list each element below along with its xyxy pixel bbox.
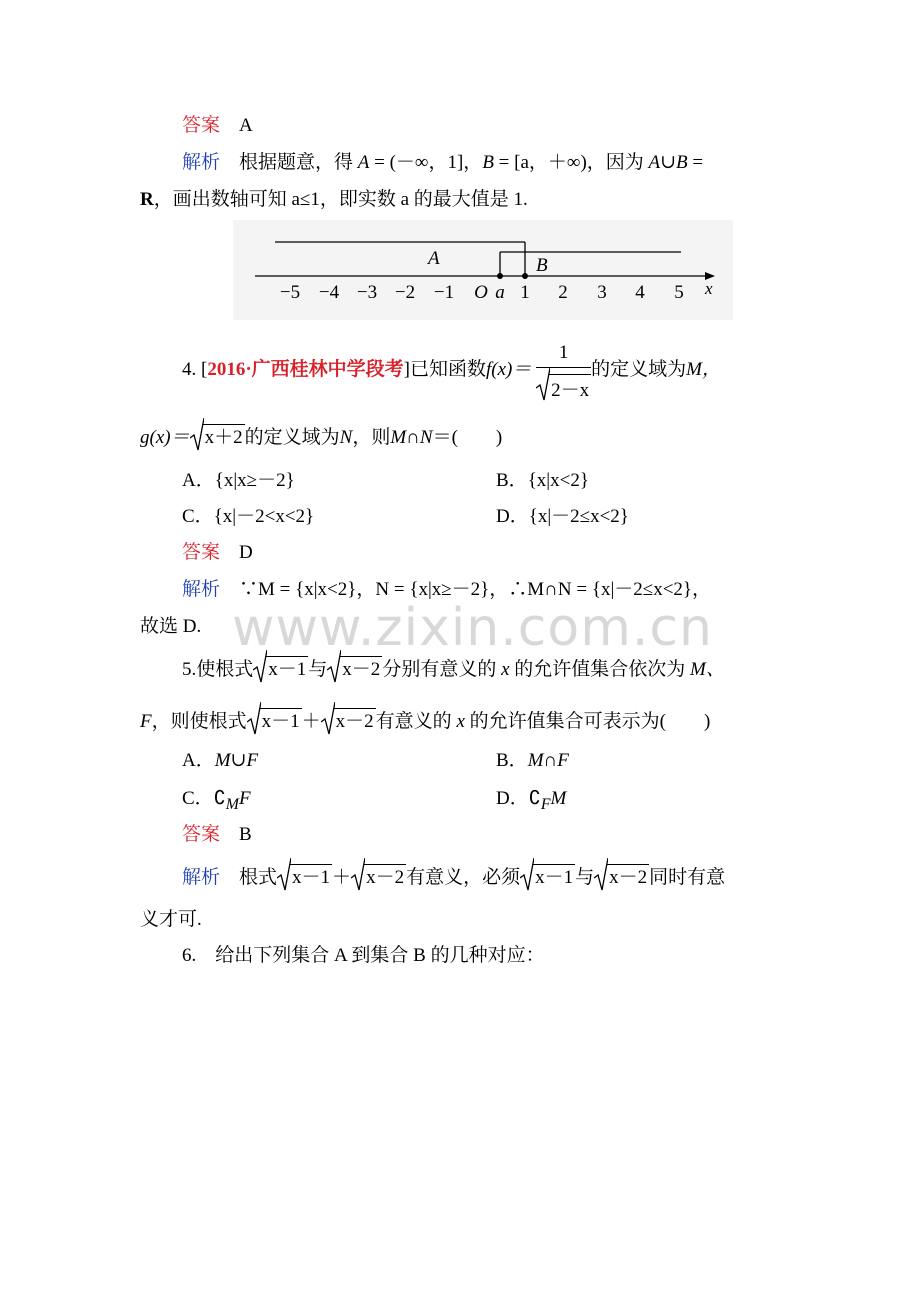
q4-stem-b: 的定义域为 xyxy=(591,359,687,380)
set-A: A xyxy=(357,152,370,173)
q5-analysis-line1 xyxy=(182,864,725,891)
complement-universe: M xyxy=(225,795,239,813)
tick-label: 1 xyxy=(520,282,530,303)
option-text: {x|x≥－2} xyxy=(214,470,295,491)
tick-label: −2 xyxy=(394,282,416,303)
watermark: www.zixin.com.cn xyxy=(232,598,713,658)
option-label: A． xyxy=(182,470,215,491)
tick-label: 3 xyxy=(597,282,607,303)
union-expr: A∪B xyxy=(648,152,688,173)
q4-MN: M∩N xyxy=(390,427,433,448)
tick-label: −5 xyxy=(279,282,301,303)
q4-stem-c: 的定义域为 xyxy=(244,427,340,448)
q6-stem xyxy=(182,943,545,969)
option-label: D． xyxy=(496,788,529,809)
option-text: {x|－2<x<2} xyxy=(213,506,315,527)
sqrt-body: x－1 xyxy=(266,656,308,683)
q4-N: N xyxy=(339,427,353,448)
sqrt-body: x－2 xyxy=(334,708,376,735)
tick-label: −3 xyxy=(356,282,378,303)
sqrt-sign xyxy=(190,424,245,451)
q5-stem-d: 有意义的 xyxy=(375,711,452,732)
interval-A: = (－∞，1]， xyxy=(369,152,483,173)
option-text: F xyxy=(238,788,251,809)
q3-analysis-line1 xyxy=(182,150,703,176)
q4-option-d xyxy=(496,504,629,530)
analysis-with: 与 xyxy=(575,867,595,888)
option-text: M∩F xyxy=(527,750,569,771)
option-label: B． xyxy=(496,470,528,491)
analysis-text-c: 同时有意 xyxy=(649,867,726,888)
q5-F: F xyxy=(140,711,152,732)
tick-label: −4 xyxy=(318,282,340,303)
tick-label: 5 xyxy=(674,282,684,303)
q5-stem-b: 的允许值集合依次为 xyxy=(514,659,686,680)
complement-universe: F xyxy=(540,795,551,813)
sqrt-sign xyxy=(520,864,575,891)
tick-label: −1 xyxy=(433,282,455,303)
answer-value: A xyxy=(239,115,253,136)
number-line-figure xyxy=(233,220,733,320)
sqrt-body: x－2 xyxy=(607,864,649,891)
q5-answer-line xyxy=(182,822,252,848)
sqrt-sign xyxy=(247,708,302,735)
sqrt-body: 2－x xyxy=(549,374,591,402)
q4-analysis-line2 xyxy=(140,614,201,640)
q5-option-a xyxy=(182,748,258,774)
analysis-text: 根式 xyxy=(239,867,278,888)
analysis-text: ∵M = {x|x<2}，N = {x|x≥－2}，∴M∩N = {x|－2≤x<2}， xyxy=(239,579,712,600)
axis-label-x: x xyxy=(705,279,713,298)
label-A: A xyxy=(428,248,440,269)
tick-label: 2 xyxy=(558,282,568,303)
q5-option-b xyxy=(496,748,569,774)
q5-stem-e: 的允许值集合可表示为( ) xyxy=(469,711,711,732)
fraction-numerator: 1 xyxy=(558,342,569,364)
q4-stem-d: ，则 xyxy=(352,427,391,448)
q4-option-b xyxy=(496,468,589,494)
complement-symbol: ∁ xyxy=(213,788,226,809)
option-text: {x|x<2} xyxy=(527,470,589,491)
fraction-denominator xyxy=(536,367,591,402)
analysis-label: 解析 xyxy=(182,867,221,888)
sqrt-sign xyxy=(327,656,382,683)
option-label: B． xyxy=(496,750,528,771)
analysis-text-2: 义才可. xyxy=(140,909,202,930)
q4-M: M， xyxy=(686,359,721,380)
q4-option-c xyxy=(182,504,314,530)
q5-stem-a: 分别有意义的 xyxy=(382,659,497,680)
q5-number: 5.使根式 xyxy=(182,659,254,680)
answer-label: 答案 xyxy=(182,824,221,845)
q4-gx: g(x)＝ xyxy=(140,427,190,448)
q6-text: 6. 给出下列集合 A 到集合 B 的几种对应： xyxy=(182,945,545,966)
complement-symbol: ∁ xyxy=(528,788,541,809)
tick-label: a xyxy=(495,282,505,303)
plus-sign: ＋ xyxy=(301,711,321,732)
q5-option-c xyxy=(182,786,251,818)
point-1 xyxy=(522,273,528,279)
q4-stem-line1 xyxy=(182,335,721,405)
q4-source: 2016·广西桂林中学段考 xyxy=(207,359,404,380)
q5-option-d xyxy=(496,786,566,818)
option-text: {x|－2≤x<2} xyxy=(528,506,629,527)
q4-stem-a: ]已知函数 xyxy=(403,359,486,380)
label-B: B xyxy=(536,255,548,276)
q5-M: M、 xyxy=(690,659,725,680)
q3-answer-line xyxy=(182,113,253,139)
sqrt-body: x＋2 xyxy=(203,424,245,451)
tick-label: 4 xyxy=(635,282,645,303)
q4-stem-e: ＝( ) xyxy=(432,427,503,448)
q3-analysis-line2 xyxy=(140,187,528,213)
var-x: x xyxy=(456,711,465,732)
analysis-text-b: 有意义，必须 xyxy=(406,867,521,888)
answer-label: 答案 xyxy=(182,115,221,136)
sqrt-body: x－2 xyxy=(364,864,406,891)
option-text: M∪F xyxy=(214,750,259,771)
q4-option-a xyxy=(182,468,295,494)
analysis-label: 解析 xyxy=(182,579,221,600)
sqrt-sign xyxy=(536,374,591,402)
q5-stem-line2 xyxy=(140,708,710,735)
sqrt-body: x－1 xyxy=(533,864,575,891)
q4-stem-line2 xyxy=(140,424,502,451)
sqrt-body: x－2 xyxy=(340,656,382,683)
analysis-text-2: ，画出数轴可知 a≤1，即实数 a 的最大值是 1. xyxy=(153,189,528,210)
interval-B: = [a，＋∞)，因为 xyxy=(493,152,644,173)
q5-stem-line1 xyxy=(182,656,725,683)
set-B: B xyxy=(482,152,494,173)
option-label: C． xyxy=(182,506,214,527)
q4-answer-line xyxy=(182,540,253,566)
plus-sign: ＋ xyxy=(332,867,352,888)
q4-fraction xyxy=(536,339,591,402)
sqrt-body: x－1 xyxy=(290,864,332,891)
tick-label: O xyxy=(474,282,488,303)
answer-value: B xyxy=(239,824,252,845)
point-a xyxy=(497,273,503,279)
q4-number: 4. [ xyxy=(182,359,208,380)
sqrt-sign xyxy=(351,864,406,891)
answer-label: 答案 xyxy=(182,542,221,563)
analysis-label: 解析 xyxy=(182,152,221,173)
q4-fx: f(x)＝ xyxy=(486,359,532,380)
eq-sign: = xyxy=(687,152,704,173)
q5-analysis-line2 xyxy=(140,907,202,933)
sqrt-body: x－1 xyxy=(260,708,302,735)
sqrt-sign xyxy=(253,656,308,683)
option-label: A． xyxy=(182,750,215,771)
reals-symbol: R xyxy=(140,189,154,210)
sqrt-sign xyxy=(321,708,376,735)
option-text: M xyxy=(550,788,567,809)
sqrt-sign xyxy=(277,864,332,891)
sqrt-sign xyxy=(594,864,649,891)
answer-value: D xyxy=(239,542,253,563)
analysis-text: 根据题意，得 xyxy=(239,152,354,173)
analysis-text-2: 故选 D. xyxy=(140,616,202,637)
q5-with: 与 xyxy=(308,659,328,680)
option-label: D． xyxy=(496,506,529,527)
option-label: C． xyxy=(182,788,214,809)
q5-stem-c: ，则使根式 xyxy=(151,711,247,732)
var-x: x xyxy=(501,659,510,680)
